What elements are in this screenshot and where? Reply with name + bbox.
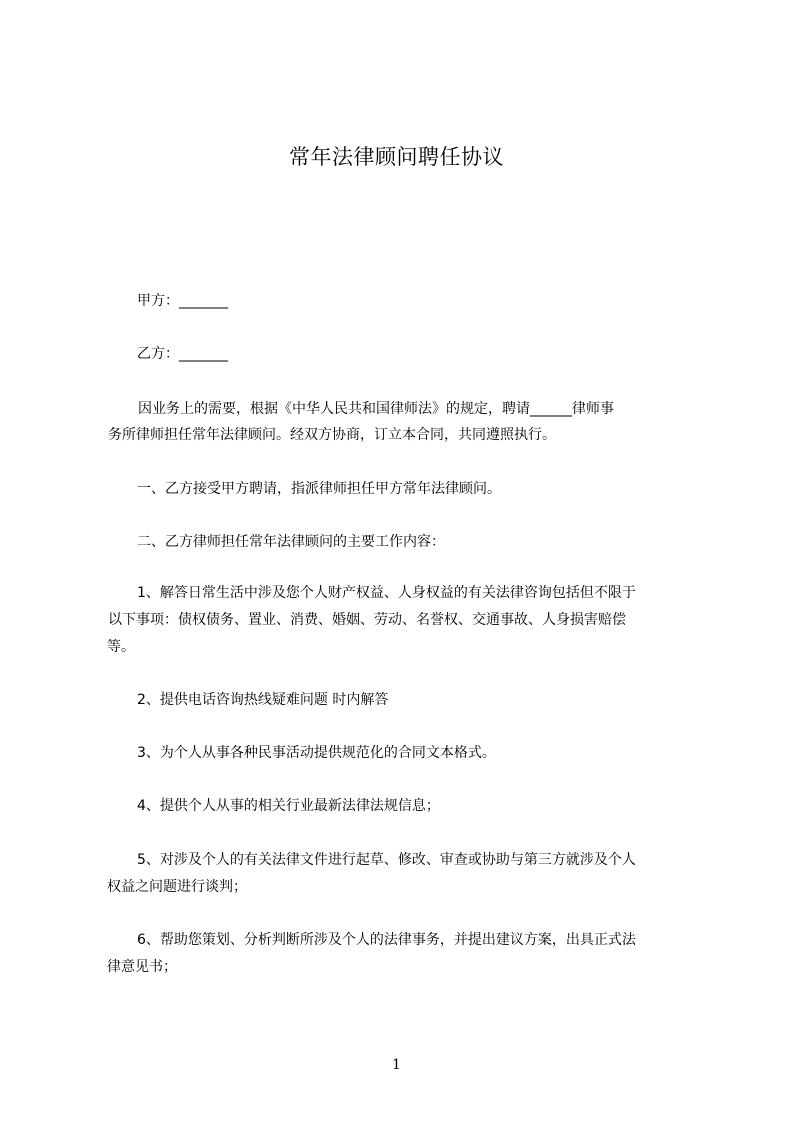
page-number: 1 (392, 1057, 401, 1073)
party-b-line: 乙方：_______ (137, 346, 228, 362)
item-5-line-1: 5、对涉及个人的有关法律文件进行起草、修改、审查或协助与第三方就涉及个人 (137, 852, 636, 868)
intro-line-2: 务所律师担任常年法律顾问。经双方协商，订立本合同，共同遵照执行。 (108, 427, 556, 443)
item-5-line-2: 权益之问题进行谈判； (107, 879, 247, 895)
item-4: 4、提供个人从事的相关行业最新法律法规信息； (137, 798, 440, 814)
item-1-line-3: 等。 (107, 639, 135, 655)
intro-line-1: 因业务上的需要，根据《中华人民共和国律师法》的规定，聘请______律师事 (138, 401, 614, 417)
item-1-line-2: 以下事项：债权债务、置业、消费、婚姻、劳动、名誉权、交通事故、人身损害赔偿 (108, 612, 626, 628)
document-title: 常年法律顾问聘任协议 (289, 145, 504, 169)
item-1-line-1: 1、解答日常生活中涉及您个人财产权益、人身权益的有关法律咨询包括但不限于 (137, 585, 636, 601)
party-a-line: 甲方：_______ (137, 293, 228, 309)
item-2: 2、提供电话咨询热线疑难问题 时内解答 (137, 692, 389, 708)
clause-1: 一、乙方接受甲方聘请，指派律师担任甲方常年法律顾问。 (137, 481, 501, 497)
item-3: 3、为个人从事各种民事活动提供规范化的合同文本格式。 (137, 745, 496, 761)
item-6-line-1: 6、帮助您策划、分析判断所涉及个人的法律事务，并提出建议方案，出具正式法 (137, 932, 636, 948)
clause-2: 二、乙方律师担任常年法律顾问的主要工作内容： (137, 534, 445, 550)
item-6-line-2: 律意见书； (107, 959, 177, 975)
